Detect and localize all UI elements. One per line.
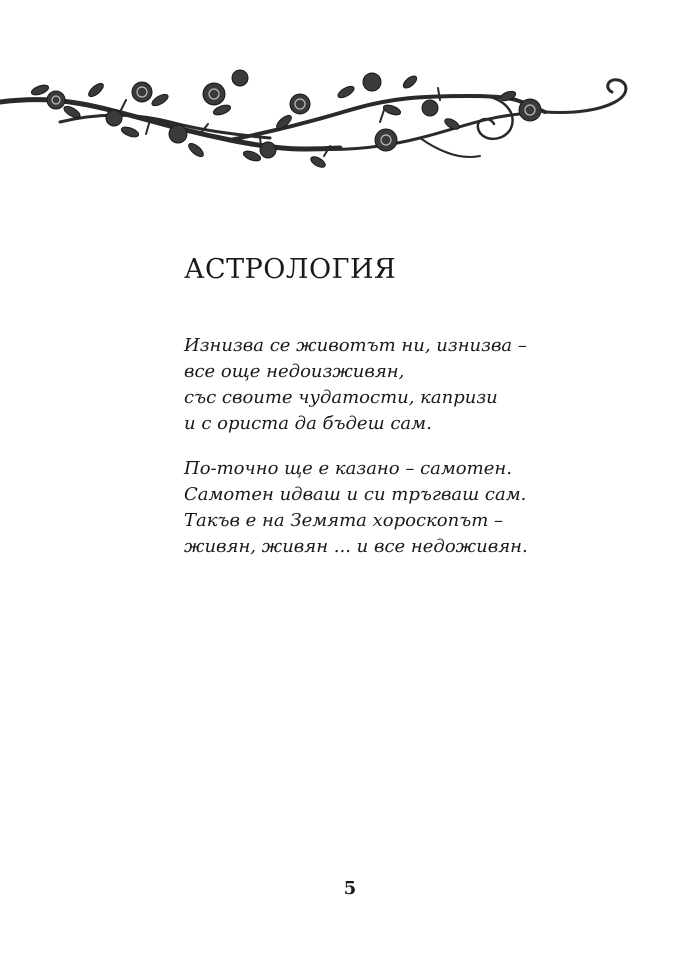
poem-line: По-точно ще е казано – самотен. [184, 458, 512, 479]
page-number: 5 [343, 878, 357, 899]
poem-line: със своите чудатости, капризи [184, 387, 498, 408]
poem-line: и с ориста да бъдеш сам. [184, 413, 432, 434]
poem-line: Изнизва се животът ни, изнизва – [184, 335, 527, 356]
poem-title: АСТРОЛОГИЯ [184, 254, 397, 285]
rose-vine-ornament [0, 52, 700, 192]
poem-line: Самотен идваш и си тръгваш сам. [184, 484, 527, 505]
poem-line: все още недоизживян, [184, 361, 405, 382]
poem-line: Такъв е на Земята хороскопът – [184, 510, 503, 531]
poem-stanza-2 [184, 456, 528, 560]
poem-line: живян, живян ... и все недоживян. [184, 536, 528, 557]
poem-stanza-1 [184, 333, 527, 437]
